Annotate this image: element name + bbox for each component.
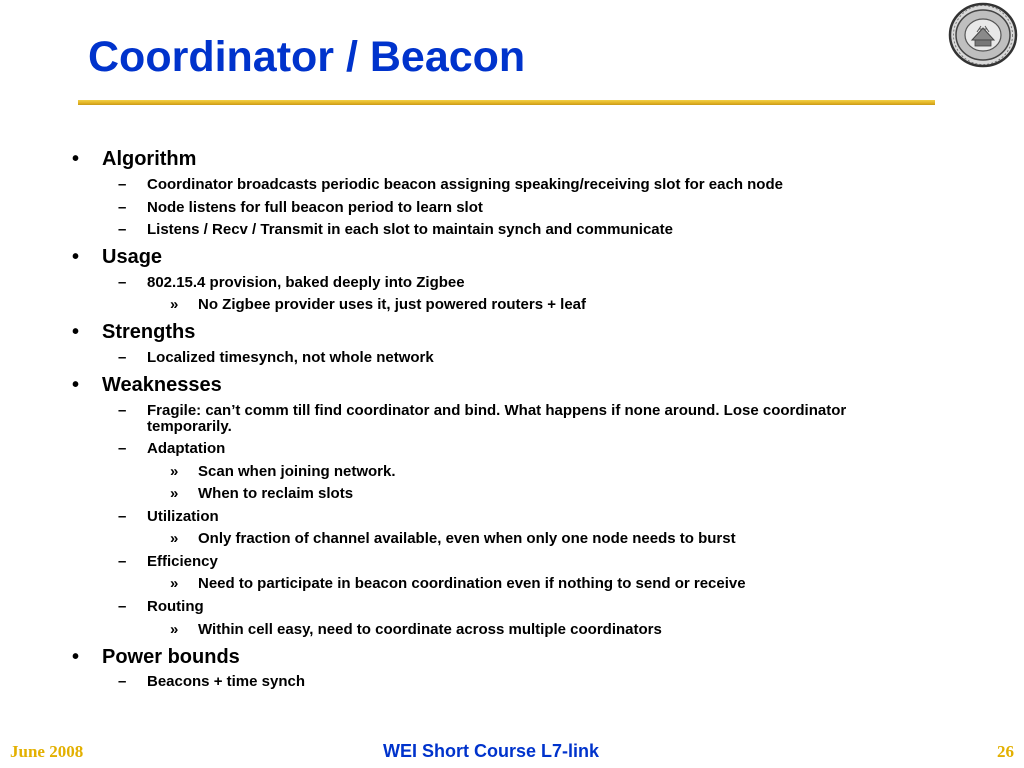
sub-item-text: Localized timesynch, not whole network bbox=[147, 349, 434, 366]
sub-item-text: Fragile: can’t comm till find coordinator and bind. What happens if none around. Lose coordinator temporarily. bbox=[147, 402, 847, 435]
sub-item-text: Adaptation bbox=[147, 440, 226, 457]
dash-marker: – bbox=[118, 508, 127, 525]
bullet-marker: • bbox=[72, 321, 80, 343]
footer-course-title: WEI Short Course L7-link bbox=[383, 741, 600, 761]
sub-item-text: Routing bbox=[147, 598, 204, 615]
sub-sub-item-text: When to reclaim slots bbox=[198, 485, 354, 502]
dash-marker: – bbox=[118, 402, 127, 419]
sub-sub-item-text: Need to participate in beacon coordination even if nothing to send or receive bbox=[198, 575, 746, 592]
raquo-marker: » bbox=[170, 463, 179, 480]
bullet-marker: • bbox=[72, 246, 80, 268]
outline-heading: Algorithm bbox=[102, 148, 197, 170]
dash-marker: – bbox=[118, 274, 127, 291]
dash-marker: – bbox=[118, 598, 127, 615]
raquo-marker: » bbox=[170, 296, 179, 313]
raquo-marker: » bbox=[170, 575, 179, 592]
raquo-marker: » bbox=[170, 530, 179, 547]
dash-marker: – bbox=[118, 553, 127, 570]
dash-marker: – bbox=[118, 349, 127, 366]
raquo-marker: » bbox=[170, 621, 179, 638]
sub-sub-item-text: Within cell easy, need to coordinate across multiple coordinators bbox=[198, 621, 662, 638]
dash-marker: – bbox=[118, 199, 127, 216]
sub-sub-item-text: No Zigbee provider uses it, just powered routers + leaf bbox=[198, 296, 587, 313]
footer-page-number: 26 bbox=[997, 742, 1014, 761]
sub-sub-item-text: Scan when joining network. bbox=[198, 463, 396, 480]
dash-marker: – bbox=[118, 440, 127, 457]
bullet-marker: • bbox=[72, 148, 80, 170]
outline-heading: Power bounds bbox=[102, 646, 240, 668]
sub-item-text: Beacons + time synch bbox=[147, 673, 305, 690]
sub-item-text: Utilization bbox=[147, 508, 219, 525]
bullet-marker: • bbox=[72, 374, 80, 396]
dash-marker: – bbox=[118, 176, 127, 193]
slide-title: Coordinator / Beacon bbox=[88, 33, 526, 81]
sub-sub-item-text: Only fraction of channel available, even when only one node needs to burst bbox=[198, 530, 736, 547]
outline-heading: Weaknesses bbox=[102, 374, 222, 396]
bullet-marker: • bbox=[72, 646, 80, 668]
sub-item-text: 802.15.4 provision, baked deeply into Zigbee bbox=[147, 274, 465, 291]
sub-item-text: Listens / Recv / Transmit in each slot to maintain synch and communicate bbox=[147, 221, 673, 238]
outline-heading: Usage bbox=[102, 246, 163, 268]
outline-heading: Strengths bbox=[102, 321, 196, 343]
sub-item-text: Efficiency bbox=[147, 553, 218, 570]
sub-item-text: Node listens for full beacon period to learn slot bbox=[147, 199, 483, 216]
sub-item-text: Coordinator broadcasts periodic beacon assigning speaking/receiving slot for each node bbox=[147, 176, 783, 193]
raquo-marker: » bbox=[170, 485, 179, 502]
footer-date: June 2008 bbox=[10, 742, 84, 761]
dash-marker: – bbox=[118, 673, 127, 690]
dash-marker: – bbox=[118, 221, 127, 238]
